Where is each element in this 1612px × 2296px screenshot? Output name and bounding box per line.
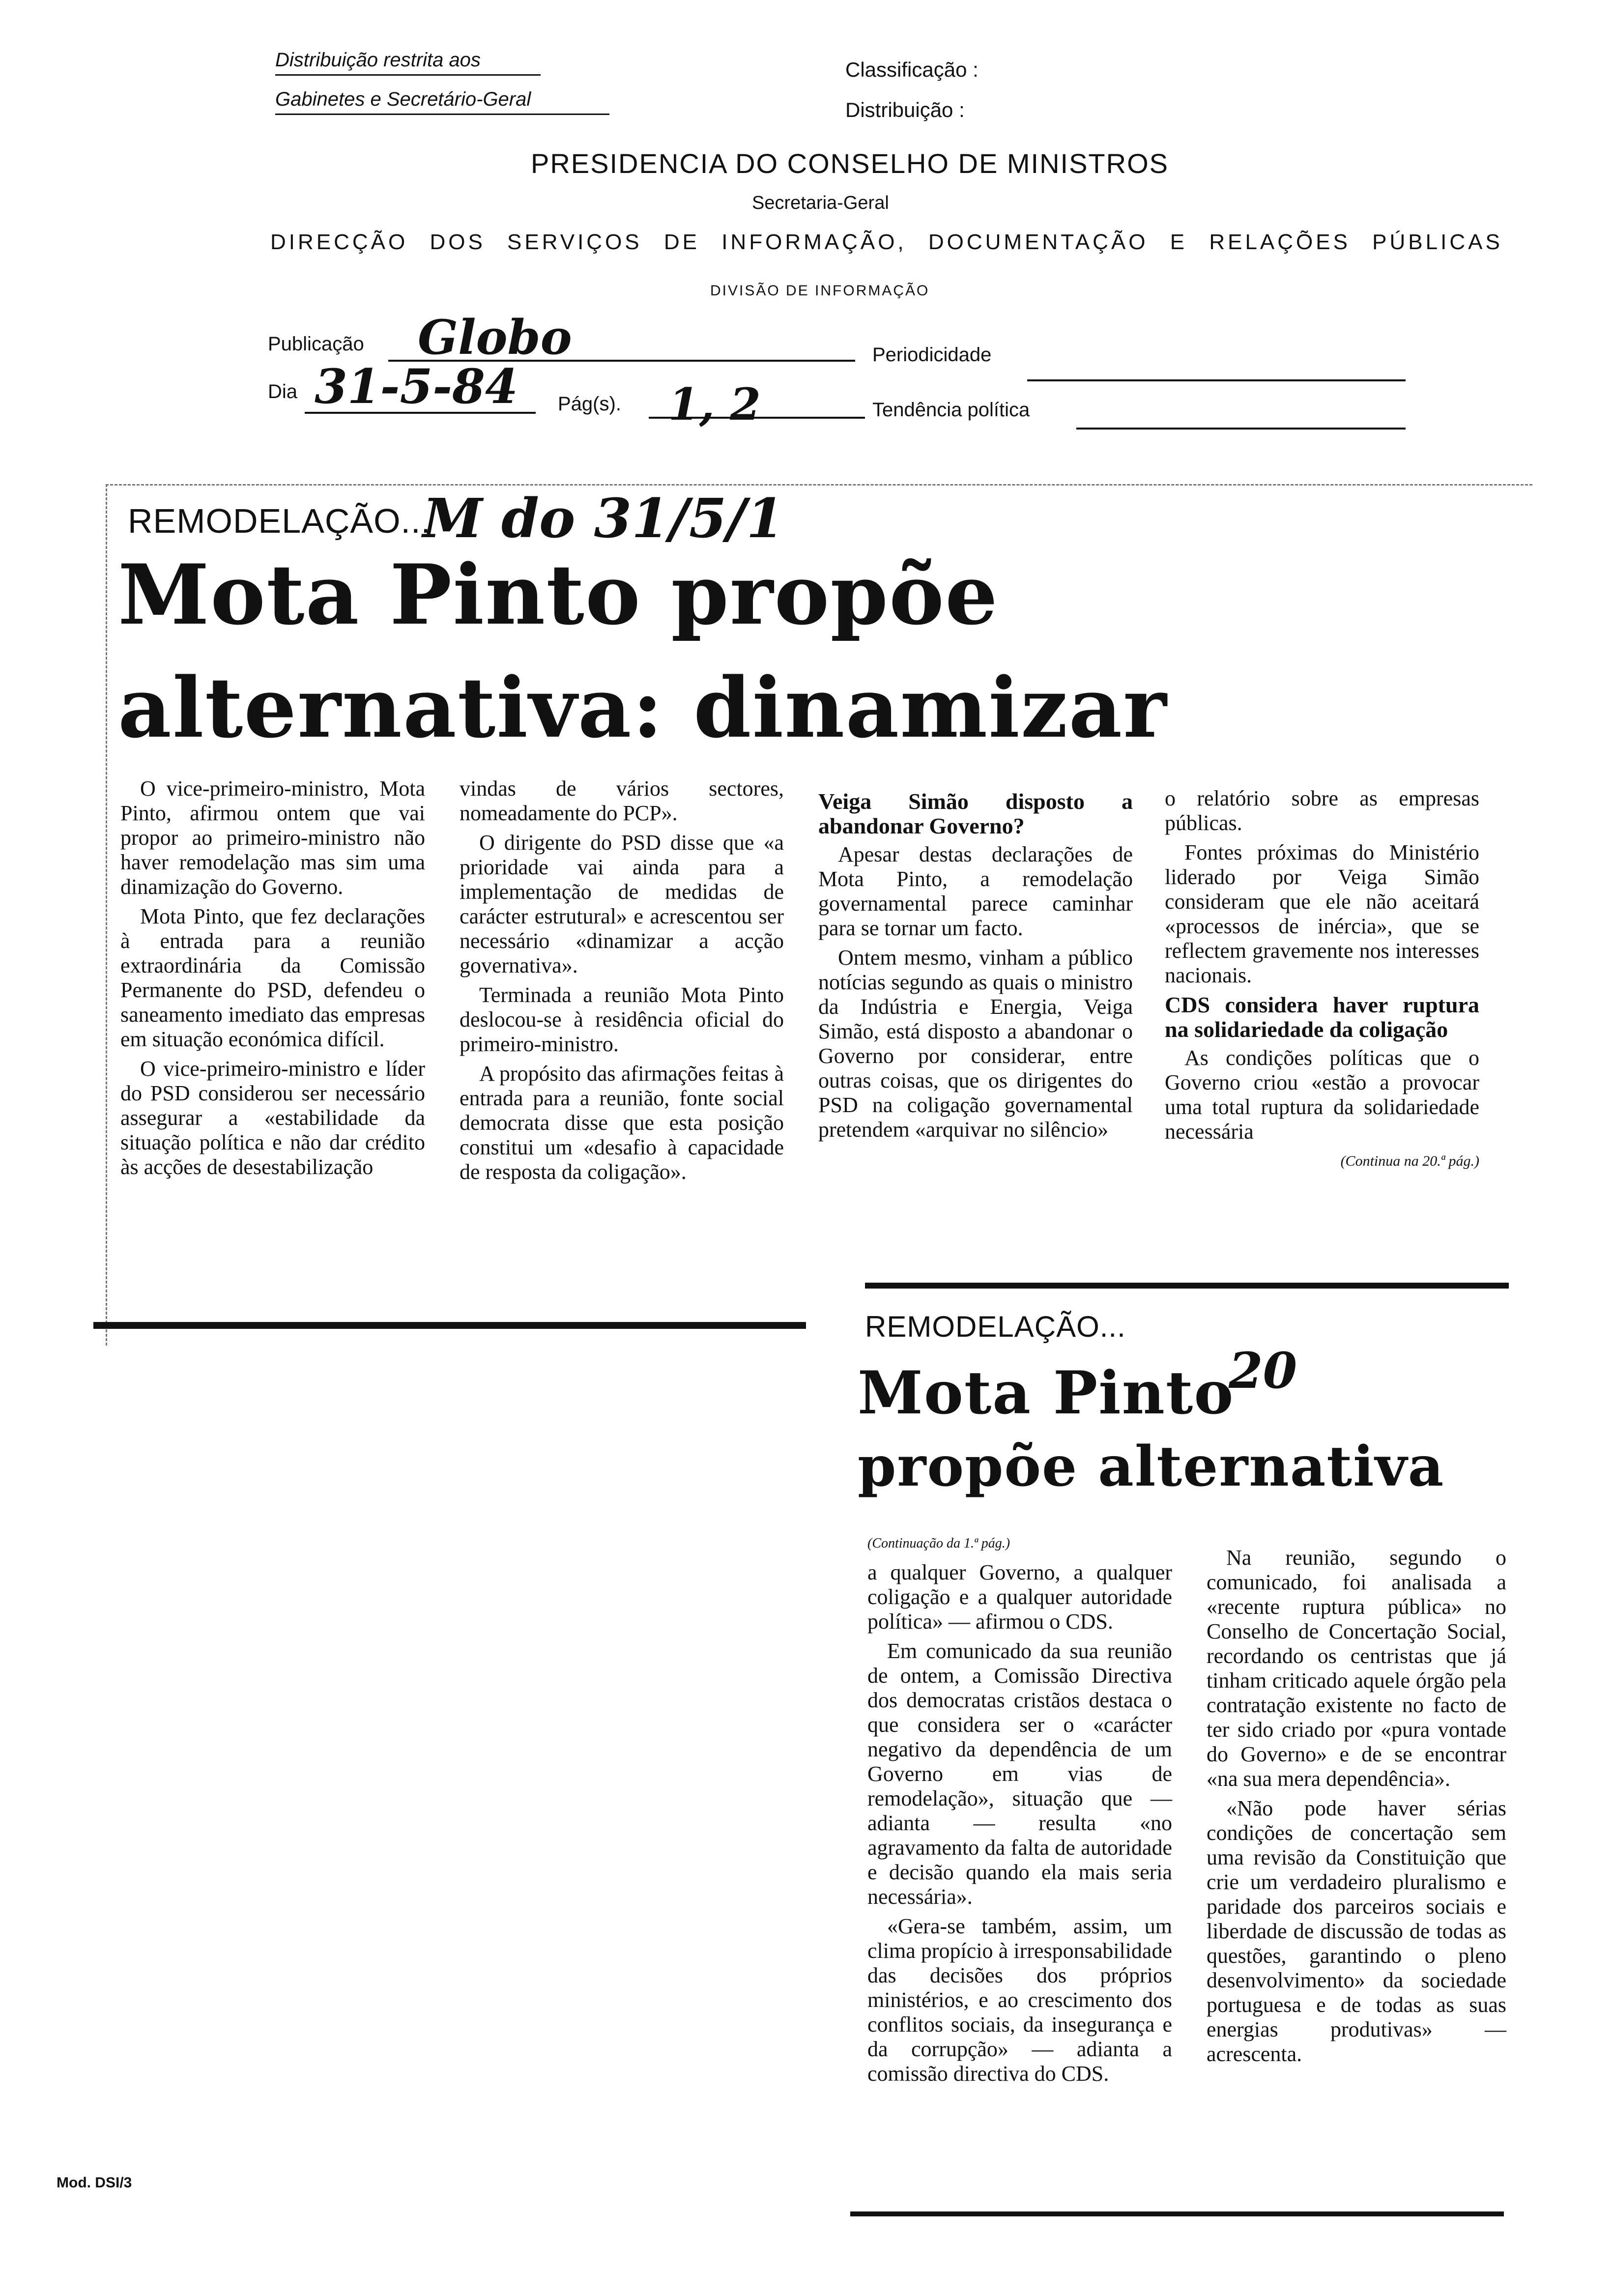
paragraph: O vice-primeiro-ministro e líder do PSD considerou ser necessário assegurar a «estabilidade da situação política e não dar crédito às acções de desestabilização — [120, 1057, 425, 1179]
distribution-label: Distribuição : — [845, 98, 965, 121]
clip1-column-2 — [460, 776, 784, 1189]
clip1-column-3 — [818, 786, 1133, 1147]
clip2-bottom-rule — [850, 2211, 1504, 2216]
clip2-top-rule — [865, 1283, 1509, 1289]
paragraph: A propósito das afirmações feitas à entrada para a reunião, fonte social democrata disse que esta posição constitui um «desafio à capacidade de resposta da coligação». — [460, 1062, 784, 1184]
paragraph: O dirigente do PSD disse que «a prioridade vai ainda para a implementação de medidas de carácter estrutural» e acrescentou ser necessário «dinamizar a acção governativa». — [460, 831, 784, 977]
publication-value: Globo — [418, 310, 572, 365]
periodicity-label: Periodicidade — [872, 344, 992, 366]
paragraph: Em comunicado da sua reunião de ontem, a Comissão Directiva dos democratas cristãos destaca o que considera ser o «carácter negativo da dependência de um Governo em vias de remodelação», situação que — adianta — resulta «no agravamento da falta de autoridade e decisão quando ela mais seria necessária». — [867, 1639, 1172, 1909]
directorate-line: DIRECÇÃO DOS SERVIÇOS DE INFORMAÇÃO, DOCUMENTAÇÃO E RELAÇÕES PÚBLICAS — [270, 230, 1503, 254]
org-title: PRESIDENCIA DO CONSELHO DE MINISTROS — [531, 148, 1169, 179]
clip1-continue-note: (Continua na 20.ª pág.) — [1340, 1153, 1479, 1169]
pages-label: Pág(s). — [558, 393, 621, 415]
clip1-bottom-rule — [93, 1322, 806, 1329]
clip2-headline-line-2: propõe alternativa — [858, 1435, 1445, 1499]
paragraph: Terminada a reunião Mota Pinto deslocou-se à residência oficial do primeiro-ministro. — [460, 983, 784, 1056]
paragraph: o relatório sobre as empresas públicas. — [1165, 786, 1479, 835]
classification-label: Classificação : — [845, 58, 979, 81]
paragraph: O vice-primeiro-ministro, Mota Pinto, afirmou ontem que vai propor ao primeiro-ministro não haver remodelação mas sim uma dinamização do Governo. — [120, 776, 425, 899]
paragraph: «Gera-se também, assim, um clima propício à irresponsabilidade das decisões dos próprios ministérios, e ao crescimento dos conflitos sociais, da insegurança e da corrupção» — adianta a comissão directiva do CDS. — [867, 1914, 1172, 2086]
paragraph: Na reunião, segundo o comunicado, foi analisada a «recente ruptura pública» no Conselho de Concertação Social, recordando os centristas que já tinham criticado aquele órgão pela contratação existente no facto de ter sido criado por «pura vontade do Governo» e de se encontrar «na sua mera dependência». — [1207, 1546, 1506, 1791]
paragraph: vindas de vários sectores, nomeadamente do PCP». — [460, 776, 784, 825]
form-code: Mod. DSI/3 — [57, 2175, 132, 2191]
clip2-column-2 — [1207, 1546, 1506, 2071]
pages-field-line — [649, 417, 865, 419]
tendency-label: Tendência política — [872, 399, 1030, 421]
clip1-handwritten-annotation: M do 31/5/1 — [423, 487, 784, 550]
day-field-line — [305, 412, 536, 414]
clip1-headline-line-2: alternativa: dinamizar — [118, 659, 1168, 756]
clip1-column-1 — [120, 776, 425, 1184]
clip2-continuation-note: (Continuação da 1.ª pág.) — [867, 1536, 1010, 1551]
restricted-line-1: Distribuição restrita aos — [275, 49, 541, 76]
restricted-line-2: Gabinetes e Secretário-Geral — [275, 88, 609, 115]
periodicity-field-line — [1027, 379, 1406, 381]
clip1-headline-line-1: Mota Pinto propõe — [118, 546, 999, 643]
clip1-kicker: REMODELAÇÃO... — [128, 502, 431, 540]
day-label: Dia — [268, 381, 298, 402]
clip2-headline-line-1: Mota Pinto — [858, 1358, 1235, 1428]
day-value: 31-5-84 — [315, 359, 518, 414]
publication-label: Publicação — [268, 333, 364, 355]
paragraph: Fontes próximas do Ministério liderado por Veiga Simão consideram que ele não aceitará «processos de inércia», que se reflectem gravemente nos interesses nacionais. — [1165, 840, 1479, 987]
division-line: DIVISÃO DE INFORMAÇÃO — [710, 283, 930, 299]
paragraph: «Não pode haver sérias condições de concertação sem uma revisão da Constituição que crie um verdadeiro pluralismo e paridade dos parceiros sociais e liberdade de discussão de todas as questões, garantindo o pleno desenvolvimento» da sociedade portuguesa e de todas as suas energias produtivas» — acrescenta. — [1207, 1796, 1506, 2066]
tendency-field-line — [1076, 428, 1406, 430]
clip2-column-1 — [867, 1560, 1172, 2091]
paragraph: a qualquer Governo, a qualquer coligação e a qualquer autoridade política» — afirmou o CDS. — [867, 1560, 1172, 1634]
paragraph: Mota Pinto, que fez declarações à entrada para a reunião extraordinária da Comissão Permanente do PSD, defendeu o saneamento imediato das empresas em situação económica difícil. — [120, 904, 425, 1051]
pages-value: 1, 2 — [668, 378, 761, 430]
paragraph: Apesar destas declarações de Mota Pinto, a remodelação governamental parece caminhar para se tornar um facto. — [818, 842, 1133, 940]
paragraph: As condições políticas que o Governo criou «estão a provocar uma total ruptura da solidariedade necessária — [1165, 1046, 1479, 1144]
paragraph: Ontem mesmo, vinham a público notícias segundo as quais o ministro da Indústria e Energia, Veiga Simão, está disposto a abandonar o Governo por considerar, entre outras coisas, que os dirigentes do PSD na coligação governamental pretendem «arquivar no silêncio» — [818, 946, 1133, 1142]
clip2-handwritten-annotation: 20 — [1229, 1342, 1297, 1400]
clip1-subhead-cds: CDS considera haver ruptura na solidariedade da coligação — [1165, 992, 1479, 1042]
clip1-column-4 — [1165, 786, 1479, 1174]
clip1-subhead-veiga-simao: Veiga Simão disposto a abandonar Governo? — [818, 789, 1133, 838]
org-subtitle: Secretaria-Geral — [752, 193, 889, 213]
clip2-kicker: REMODELAÇÃO... — [865, 1310, 1126, 1343]
